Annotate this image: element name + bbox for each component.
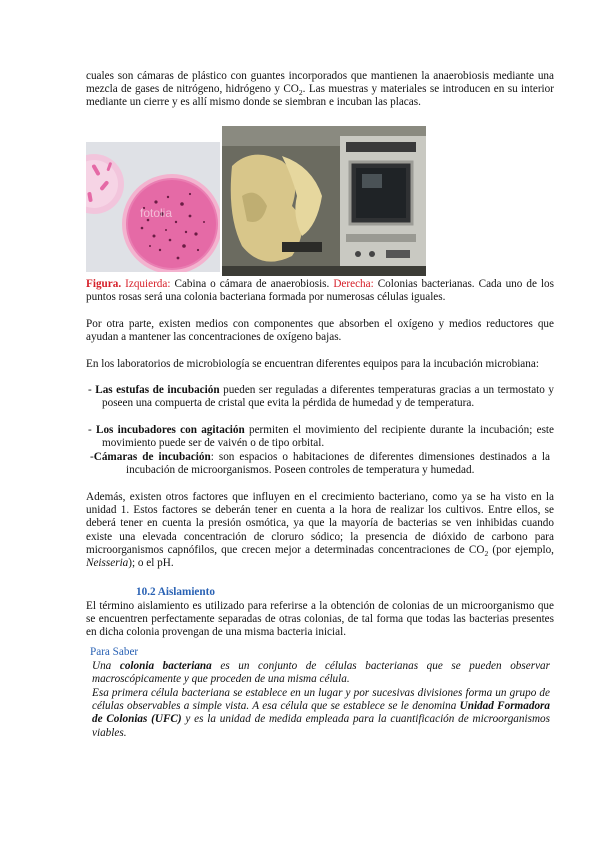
figure-caption xyxy=(86,278,554,304)
list-item-text: : son espacios o habitaciones de diferentes dimensiones destinados a la incubación de microorganismos. Poseen controles de temperatura y humedad. xyxy=(126,451,550,477)
caption-label: Figura. xyxy=(86,278,122,290)
para-saber-p1 xyxy=(92,660,550,686)
para-saber-text: Una xyxy=(92,660,120,672)
factors-text-3: ); o el pH. xyxy=(128,557,174,570)
para-saber-p2 xyxy=(92,687,550,740)
neisseria-text: Neisseria xyxy=(86,557,129,570)
anaerobic-chamber-image xyxy=(222,126,426,276)
list-item-term: Las estufas de incubación xyxy=(95,384,220,396)
equipment-intro: En los laboratorios de microbiología se encuentran diferentes equipos para la incubación microbiana: xyxy=(86,358,539,370)
list-item-estufas xyxy=(86,384,554,410)
caption-left-text: Cabina o cámara de anaerobiosis. xyxy=(170,278,334,290)
para-saber-bold: colonia bacteriana xyxy=(119,660,212,672)
caption-right-label: Derecha: xyxy=(333,278,374,290)
petri-dish-image xyxy=(86,142,220,272)
section-paragraph: El término aislamiento es utilizado para referirse a la obtención de colonias de un microorganismo que se encuentren perfectamente separadas de otras colonias, de tal forma que todas las bacterias presentes en dicha colonia provengan de una misma bacteria inicial. xyxy=(86,600,554,639)
factors-text-2: (por ejemplo, xyxy=(488,543,554,556)
list-item-term: Los incubadores con agitación xyxy=(96,424,245,436)
list-bullet: - xyxy=(88,384,96,396)
list-item-text: pueden ser reguladas a diferentes temperaturas gracias a un termostato y poseen una compuerta de cristal que evita la pérdida de humedad y de temperatura. xyxy=(102,384,554,410)
para-saber-text: y es la unidad de medida empleada para la cuantificación de microorganismos viables. xyxy=(92,713,550,739)
list-item-camaras xyxy=(88,451,550,477)
list-item-term: Cámaras de incubación xyxy=(93,451,211,463)
list-bullet: - xyxy=(90,451,94,463)
list-item-incubadores xyxy=(86,424,554,450)
intro-text: cuales son cámaras de plástico con guantes incorporados que mantienen la anaerobiosis mediante una mezcla de gases de nitrógeno, hidrógeno y CO xyxy=(86,70,554,96)
petri-watermark: fotolia xyxy=(140,206,173,220)
co2-subscript: 2 xyxy=(484,549,489,559)
factors-paragraph xyxy=(86,491,554,570)
para-saber-bold: Unidad Formadora de Colonias (UFC) xyxy=(92,700,550,726)
list-item-text: permiten el movimiento del recipiente durante la incubación; este movimiento puede ser de vaivén o de tipo orbital. xyxy=(102,424,554,450)
co2-subscript: 2 xyxy=(298,88,303,98)
caption-left-label: Izquierda: xyxy=(125,278,171,290)
anaerobic-chamber-drawing xyxy=(222,126,426,276)
para-saber-title: Para Saber xyxy=(90,646,139,658)
section-heading: 10.2 Aislamiento xyxy=(136,586,215,598)
intro-paragraph xyxy=(86,70,554,110)
list-bullet: - xyxy=(88,424,96,436)
media-paragraph: Por otra parte, existen medios con componentes que absorben el oxígeno y medios reductores que ayudan a mantener las concentraciones de oxígeno bajas. xyxy=(86,318,554,344)
para-saber-text: es un conjunto de células bacterianas que se pueden observar macroscópicamente y que proceden de una misma célula. xyxy=(92,660,550,686)
intro-text-end: . Las muestras y materiales se introducen en su interior mediante un cierre y es allí mismo donde se siembran e incuban las placas. xyxy=(86,83,554,109)
caption-right-text: Colonias bacterianas. Cada uno de los puntos rosas será una colonia bacteriana formada por numerosas células iguales. xyxy=(86,278,554,304)
para-saber-text: Esa primera célula bacteriana se establece en un lugar y por sucesivas divisiones forma un grupo de células observables a simple vista. A esa célula que se establece se le denomina xyxy=(92,687,550,713)
factors-text: Además, existen otros factores que influyen en el crecimiento bacteriano, como ya se ha visto en la unidad 1. Estos factores se deberán tener en cuenta a la hora de realizar los cultivos. Entre ellos, se deberá tener en cuenta la presión osmótica, ya que la mayoría de bacterias se ven inhibidas cuando existe una elevada concentración de cloruro sódico; la presencia de dióxido de carbono para microorganismos capnófilos, que crecen mejor a determinadas concentraciones de CO xyxy=(86,491,554,556)
